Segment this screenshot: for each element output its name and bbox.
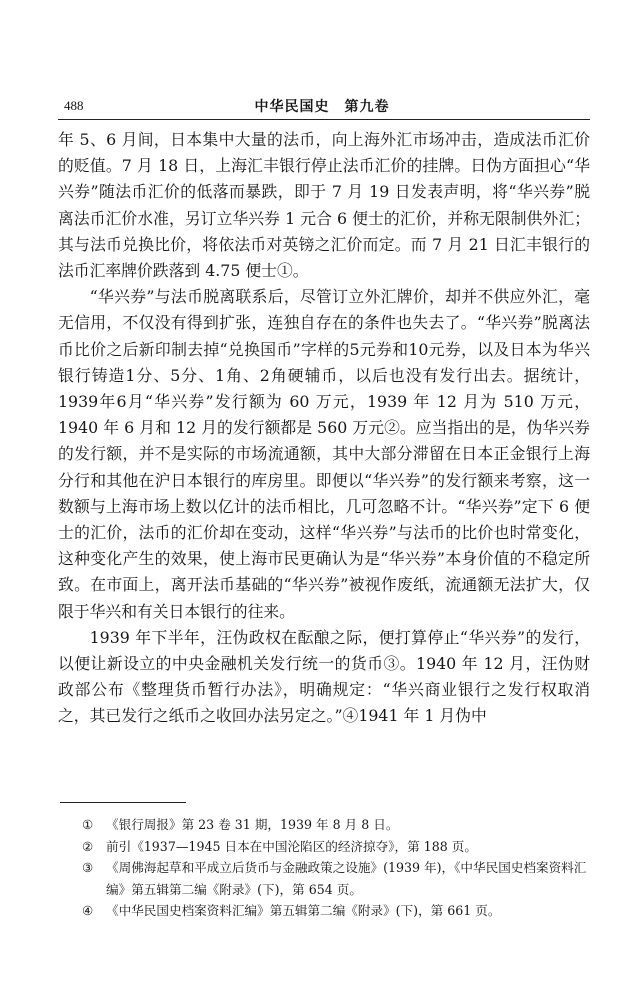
footnote-text: 前引《1937—1945 日本在中国沦陷区的经济掠夺》，第 188 页。 xyxy=(106,838,477,854)
running-title: 中华民国史 第九卷 xyxy=(254,99,390,115)
footnote-mark: ③ xyxy=(82,860,94,875)
body-text xyxy=(58,127,590,730)
footnote-mark: ② xyxy=(82,838,94,854)
footnote-rule xyxy=(60,802,186,803)
paragraph: 1939 年下半年，汪伪政权在酝酿之际，便打算停止“华兴券”的发行，以便让新设立的中央金融机关发行统一的货币③。1940 年 12 月，汪伪财政部公布《整理货币暂行办法》，明确规定：“华兴商业银行之发行权取消之，其已发行之纸币之收回办法另定之。”④1941 年 1 月伪中 xyxy=(58,627,590,726)
footnote-mark: ① xyxy=(82,817,94,832)
paragraph: “华兴券”与法币脱离联系后，尽管订立外汇牌价，却并不供应外汇，毫无信用，不仅没有得到扩张，连独自存在的条件也失去了。“华兴券”脱离法币比价之后新印制去掉“兑换国币”字样的5元券和10元券，以及日本为华兴银行铸造1分、5分、1角、2角硬辅币，以后也没有发行出去。据统计，1939年6月“华兴券”发行额为 60 万元，1939 年 12 月为 510 万元，1940 年 6 月和 12 月的发行额都是 560 万元②。应当指出的是，伪华兴券的发行额，并不是实际的市场流通额，其中大部分滞留在日本正金银行上海分行和其他在沪日本银行的库房里。即便以“华兴券”的发行额来考察，这一数额与上海市场上数以亿计的法币相比，几可忽略不计。“华兴券”定下 6 便士的汇价，法币的汇价却在变动，这样“华兴券”与法币的比价也时常变化，这种变化产生的效果，使上海市民更确认为是“华兴券”本身价值的不稳定所致。在市面上，离开法币基础的“华兴券”被视作废纸，流通额无法扩大，仅限于华兴和有关日本银行的往来。 xyxy=(58,287,590,621)
footnote-text: 《中华民国史档案资料汇编》第五辑第二编《附录》(下)，第 661 页。 xyxy=(106,903,501,918)
footnotes xyxy=(58,814,590,922)
footnote xyxy=(58,900,590,922)
footnote-mark: ④ xyxy=(82,903,94,918)
footnote xyxy=(58,836,590,858)
paragraph: 年 5、6 月间，日本集中大量的法币，向上海外汇市场冲击，造成法币汇价的贬值。7 月 18 日，上海汇丰银行停止法币汇价的挂牌。日伪方面担心“华兴券”随法币汇价的低落而暴跌，即于 7 月 19 日发表声明，将“华兴券”脱离法币汇价水准，另订立华兴券 1 元合 6 便士的汇价，并称无限制供外汇；其与法币兑换比价，将依法币对英镑之汇价而定。而 7 月 21 日汇丰银行的法币汇率牌价跌落到 4.75 便士①。 xyxy=(58,130,590,281)
footnote-text: 《银行周报》第 23 卷 31 期，1939 年 8 月 8 日。 xyxy=(106,817,399,832)
header-rule xyxy=(58,119,590,120)
page-number: 488 xyxy=(64,98,84,113)
footnote xyxy=(58,857,590,900)
footnote xyxy=(58,814,590,836)
footnote-text: 《周佛海起草和平成立后货币与金融政策之设施》(1939 年)，《中华民国史档案资料汇编》第五辑第二编《附录》(下)，第 654 页。 xyxy=(106,860,587,897)
